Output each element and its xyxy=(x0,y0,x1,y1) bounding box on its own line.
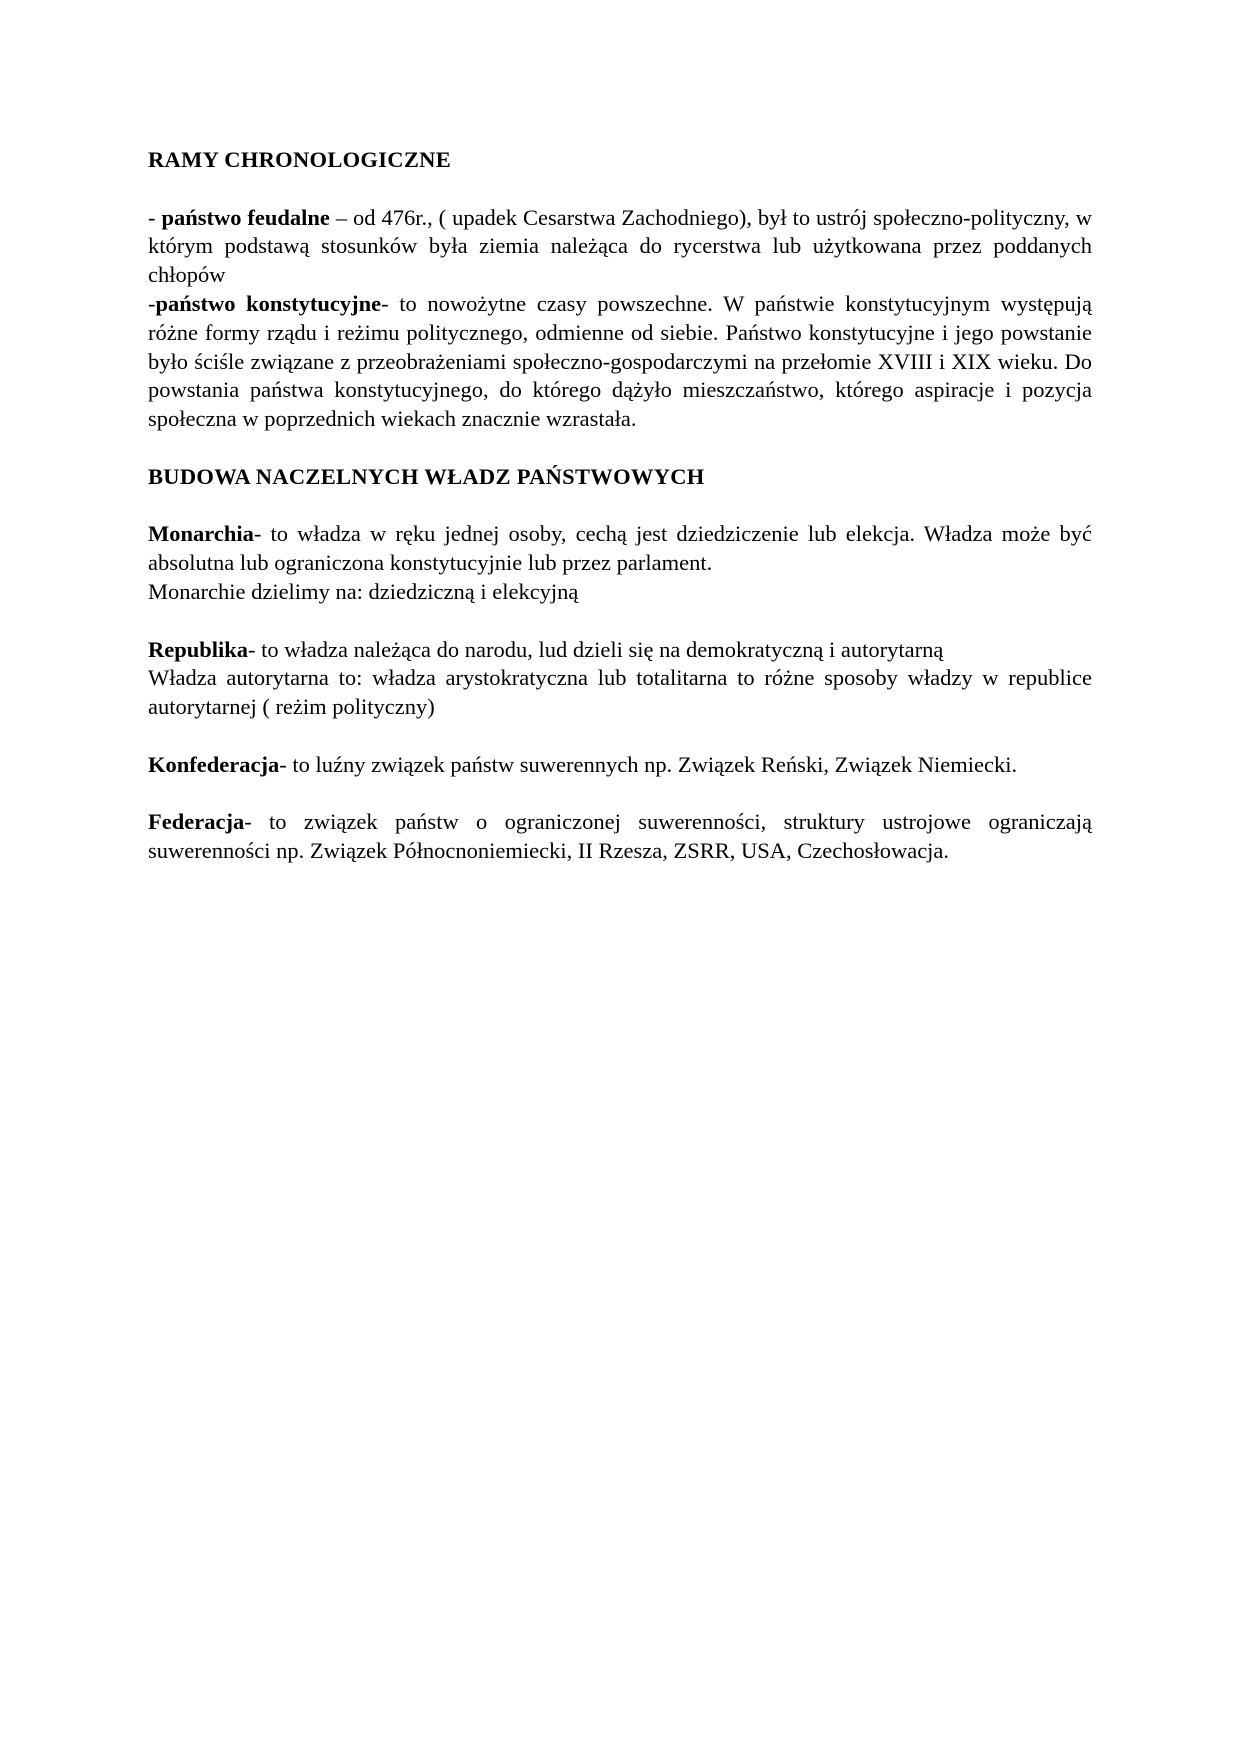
term-panstwo-konstytucyjne: państwo konstytucyjne xyxy=(155,290,382,316)
spacer xyxy=(148,434,1092,463)
paragraph-republika xyxy=(148,636,1092,665)
definition-konfederacja: - to luźny związek państw suwerennych np. Związek Reński, Związek Niemiecki. xyxy=(279,751,1018,777)
term-republika: Republika xyxy=(148,636,249,662)
definition-panstwo-konstytucyjne: - to nowożytne czasy powszechne. W państwie konstytucyjnym występują różne formy rządu i reżimu politycznego, odmienne od siebie. Państwo konstytucyjne i jego powstanie było ściśle związane z przeobrażeniami społeczno-gospodarczymi na przełomie XVIII i XIX wieku. Do powstania państwa konstytucyjnego, do którego dążyło mieszczaństwo, którego aspiracje i pozycja społeczna w poprzednich wiekach znacznie wzrastała. xyxy=(148,290,1092,432)
paragraph-monarchia-types: Monarchie dzielimy na: dziedziczną i elekcyjną xyxy=(148,578,579,604)
document-page xyxy=(148,146,1092,866)
list-dash: - xyxy=(148,204,162,230)
list-dash: - xyxy=(148,290,156,316)
paragraph-panstwo-konstytucyjne xyxy=(148,290,1092,434)
definition-monarchia: - to władza w ręku jednej osoby, cechą jest dziedziczenie lub elekcja. Władza może być absolutna lub ograniczona konstytucyjnie lub przez parlament. xyxy=(148,521,1092,576)
term-monarchia: Monarchia xyxy=(148,521,254,547)
spacer xyxy=(148,607,1092,636)
term-panstwo-feudalne: państwo feudalne xyxy=(161,204,330,230)
paragraph-panstwo-feudalne xyxy=(148,204,1092,290)
definition-republika: - to władza należąca do narodu, lud dzieli się na demokratyczną i autorytarną xyxy=(248,636,944,662)
heading-ramy-chronologiczne: RAMY CHRONOLOGICZNE xyxy=(148,147,452,172)
spacer xyxy=(148,722,1092,751)
paragraph-federacja xyxy=(148,808,1092,866)
definition-panstwo-feudalne: – od 476r., ( upadek Cesarstwa Zachodniego), był to ustrój społeczno-polityczny, w którym podstawą stosunków była ziemia należąca do rycerstwa lub użytkowana przez poddanych chłopów xyxy=(148,204,1092,288)
spacer xyxy=(148,780,1092,809)
term-konfederacja: Konfederacja xyxy=(148,751,280,777)
definition-federacja: - to związek państw o ograniczonej suwerenności, struktury ustrojowe ograniczają suwerenności np. Związek Północnoniemiecki, II Rzesza, ZSRR, USA, Czechosłowacja. xyxy=(148,809,1092,864)
paragraph-republika-extra: Władza autorytarna to: władza arystokratyczna lub totalitarna to różne sposoby władzy w republice autorytarnej ( reżim polityczny) xyxy=(148,665,1092,720)
paragraph-konfederacja xyxy=(148,751,1092,780)
heading-budowa-naczelnych-wladz: BUDOWA NACZELNYCH WŁADZ PAŃSTWOWYCH xyxy=(148,463,705,489)
paragraph-monarchia xyxy=(148,520,1092,578)
term-federacja: Federacja xyxy=(148,809,245,835)
